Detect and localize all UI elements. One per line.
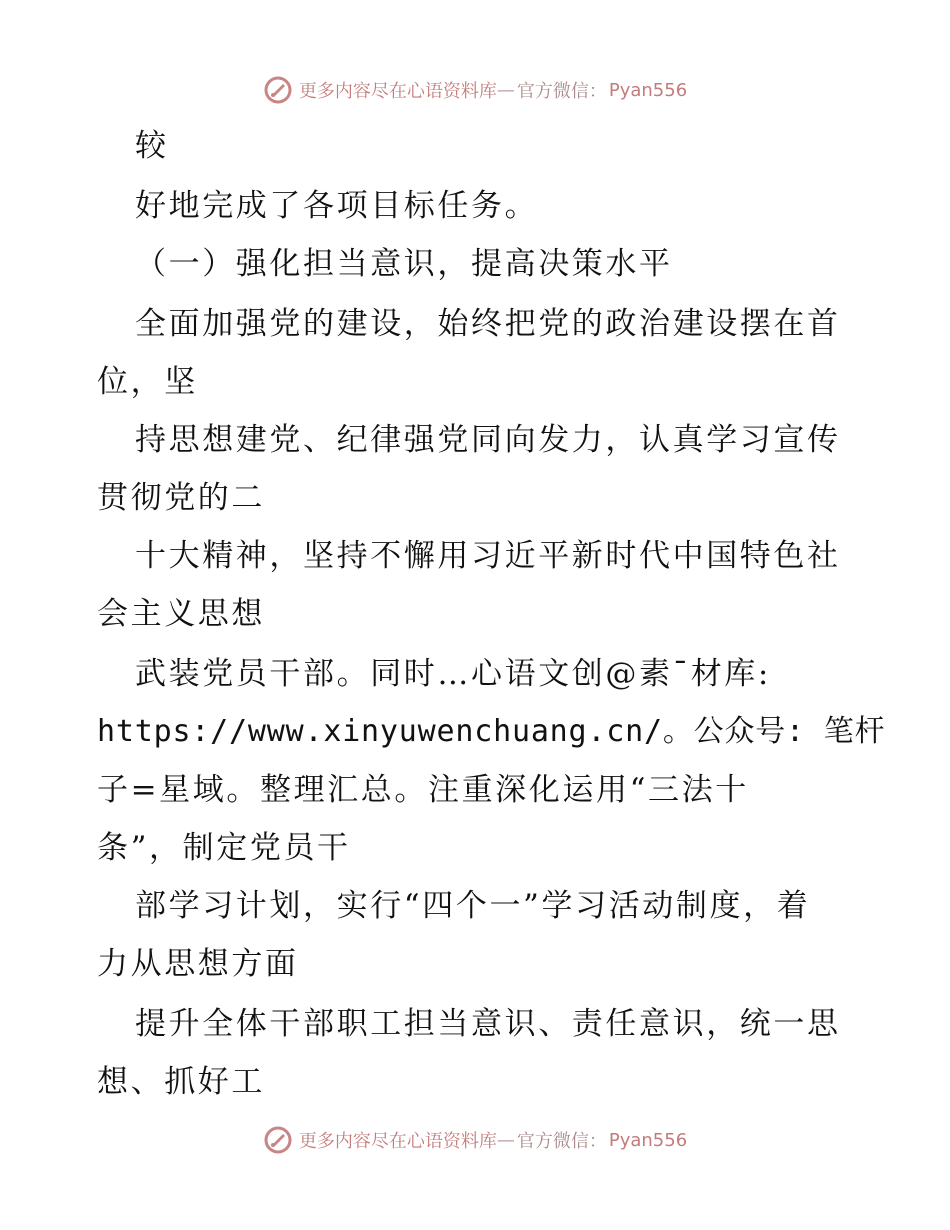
text-line: 子=星域。整理汇总。注重深化运用“三法十	[97, 772, 749, 808]
text-line: 持思想建党、纪律强党同向发力，认真学习宣传	[135, 422, 841, 458]
text-line: 十大精神，坚持不懈用习近平新时代中国特色社	[135, 538, 841, 574]
text-line: 位，坚	[97, 364, 198, 400]
logo-icon	[263, 1125, 293, 1155]
watermark-text: 更多内容尽在心语资料库	[298, 1131, 497, 1152]
watermark-separator: —	[496, 79, 515, 101]
footer-watermark	[0, 1120, 950, 1160]
text-line: 部学习计划，实行“四个一”学习活动制度，着	[135, 888, 811, 924]
text-line: 贯彻党的二	[97, 480, 265, 516]
text-line: 较	[135, 128, 169, 164]
watermark-text: 更多内容尽在心语资料库	[298, 81, 497, 102]
text-line: 力从思想方面	[97, 946, 299, 982]
text-line: 提升全体干部职工担当意识、责任意识，统一思	[135, 1006, 841, 1042]
text-line: 想、抓好工	[97, 1064, 265, 1100]
watermark-wechat-id: Pyan556	[608, 1129, 688, 1151]
watermark-official-label: 官方微信：	[516, 81, 607, 102]
text-line: 会主义思想	[97, 596, 265, 632]
watermark-separator: —	[496, 1129, 515, 1151]
logo-icon	[263, 75, 293, 105]
watermark-official-label: 官方微信：	[516, 1131, 607, 1152]
header-watermark	[0, 70, 950, 110]
text-line: 好地完成了各项目标任务。	[135, 188, 539, 224]
text-line: 全面加强党的建设，始终把党的政治建设摆在首	[135, 306, 841, 342]
text-line: 武装党员干部。同时…心语文创@素¯材库:	[135, 656, 771, 692]
text-line: 条”，制定党员干	[97, 830, 351, 866]
section-heading: （一）强化担当意识，提高决策水平	[135, 246, 673, 282]
watermark-wechat-id: Pyan556	[608, 79, 688, 101]
url-line: https://www.xinyuwenchuang.cn/。公众号: 笔杆	[97, 714, 886, 749]
